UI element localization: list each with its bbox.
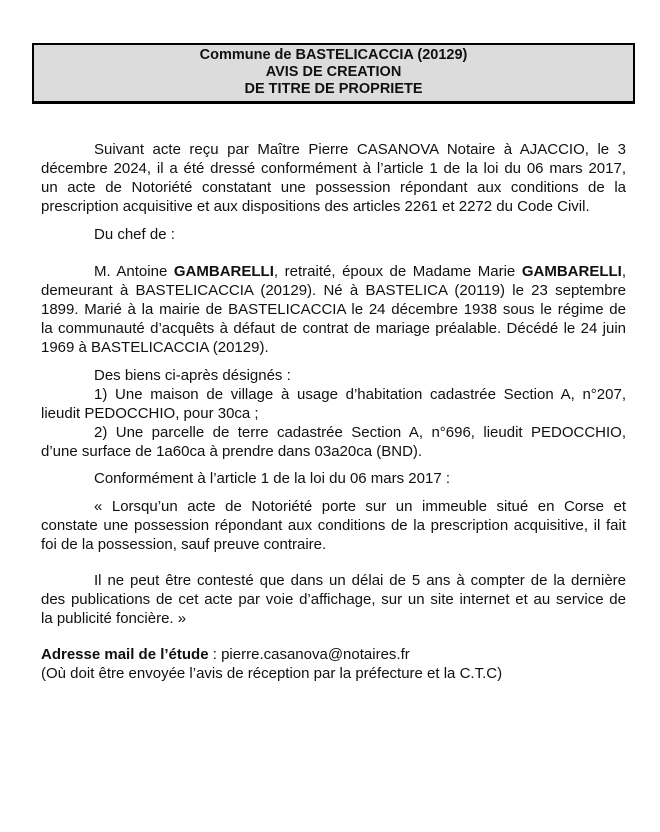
paragraph-line: constate une possession répondant aux conditions de la prescription acquisitive, il fait — [41, 517, 626, 534]
paragraph-line: prescription acquisitive et aux dispositions des articles 2261 et 2272 du Code Civil. — [41, 198, 590, 215]
paragraph-biens — [41, 366, 626, 461]
person-mid: , retraité, époux de Madame Marie — [273, 263, 522, 280]
paragraph-person — [41, 262, 626, 357]
paragraph-line: des publications de cet acte par voie d’affichage, sur un site internet et au service de — [41, 591, 626, 608]
person-comma: , — [621, 263, 627, 280]
paragraph-line: Suivant acte reçu par Maître Pierre CASANOVA Notaire à AJACCIO, le 3 — [94, 141, 626, 158]
contact-line — [41, 645, 626, 664]
biens-intro: Des biens ci-après désignés : — [94, 367, 291, 384]
paragraph-line: décembre 2024, il a été dressé conformément à l’article 1 de la loi du 06 mars 2017, — [41, 160, 626, 177]
header-commune: Commune de BASTELICACCIA (20129) — [199, 47, 468, 63]
contact-label: Adresse mail de l’étude — [41, 646, 209, 663]
contact-email[interactable]: pierre.casanova@notaires.fr — [221, 646, 410, 663]
conformement-label: Conformément à l’article 1 de la loi du 06 mars 2017 : — [94, 470, 451, 487]
bien-item-2: 2) Une parcelle de terre cadastrée Section A, n°696, lieudit PEDOCCHIO, — [94, 424, 626, 441]
paragraph-line: la communauté d’acquêts à défaut de contrat de mariage préalable. Décédé le 24 juin — [41, 320, 626, 337]
paragraph-line: demeurant à BASTELICACCIA (20129). Né à BASTELICA (20119) le 23 septembre — [41, 282, 626, 299]
header-titre: DE TITRE DE PROPRIETE — [244, 81, 423, 97]
bien-item-1: 1) Une maison de village à usage d’habitation cadastrée Section A, n°207, — [94, 386, 626, 403]
contact-block — [41, 645, 626, 683]
du-chef-de — [41, 225, 626, 244]
paragraph-quote-1 — [41, 497, 626, 554]
bien-item-2-cont: d’une surface de 1a60ca à prendre dans 03a20ca (BND). — [41, 443, 423, 460]
paragraph-line: 1899. Marié à la mairie de BASTELICACCIA le 24 décembre 1938 sous le régime de — [41, 301, 626, 318]
paragraph-line: un acte de Notoriété constatant une possession répondant aux conditions de la — [41, 179, 626, 196]
contact-note: (Où doit être envoyée l’avis de réception par la préfecture et la C.T.C) — [41, 665, 503, 682]
du-chef-de-label: Du chef de : — [94, 226, 175, 243]
paragraph-line: 1969 à BASTELICACCIA (20129). — [41, 339, 269, 356]
person-prefix: M. Antoine — [94, 263, 174, 280]
header-avis: AVIS DE CREATION — [265, 64, 402, 80]
paragraph-line: la publicité foncière. » — [41, 610, 187, 627]
paragraph-line: Il ne peut être contesté que dans un délai de 5 ans à compter de la dernière — [94, 572, 626, 589]
bien-item-1-cont: lieudit PEDOCCHIO, pour 30ca ; — [41, 405, 259, 422]
spouse-surname: GAMBARELLI — [521, 263, 622, 280]
paragraph-quote-2 — [41, 571, 626, 628]
person-surname: GAMBARELLI — [173, 263, 274, 280]
conformement — [41, 469, 626, 488]
paragraph-acte — [41, 140, 626, 216]
paragraph-line: foi de la possession, sauf preuve contraire. — [41, 536, 327, 553]
person-first-line — [41, 262, 626, 281]
document-header-box — [32, 43, 635, 104]
paragraph-line: « Lorsqu’un acte de Notoriété porte sur un immeuble situé en Corse et — [94, 498, 626, 515]
contact-separator: : — [208, 646, 222, 663]
